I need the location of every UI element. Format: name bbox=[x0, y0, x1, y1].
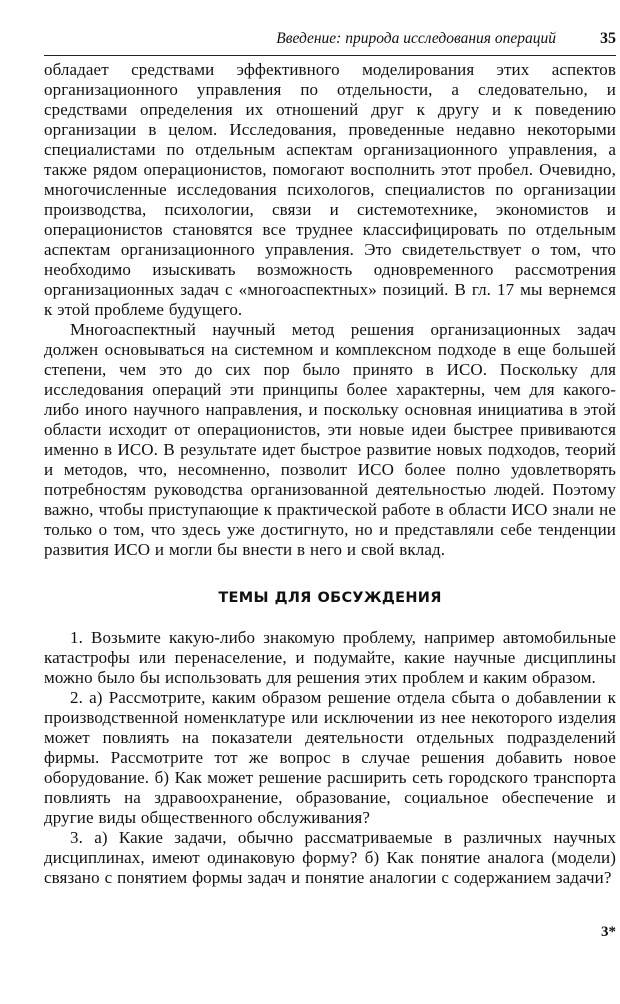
page-body bbox=[44, 60, 616, 888]
signature-mark: 3* bbox=[601, 924, 616, 940]
body-paragraph-2: Многоаспектный научный метод решения организационных задач должен основываться на системном и комплексном подходе в еще большей степени, чем это до сих пор было принято в ИСО. Поскольку для исследования операций эти принципы более характерны, чем для какого-либо иного научного направления, и поскольку основная инициатива в этой области исходит от операционистов, эти новые идеи быстрее прививаются именно в ИСО. В результате идет быстрое развитие новых подходов, теорий и методов, что, несомненно, позволит ИСО более полно удовлетворять потребностям руководства организованной деятельностью людей. Поэтому важно, чтобы приступающие к практической работе в области ИСО знали не только о том, что здесь уже достигнуто, но и представляли себе тенденции развития ИСО и могли бы внести в него и свой вклад. bbox=[44, 320, 616, 559]
discussion-item-3: 3. а) Какие задачи, обычно рассматриваемые в различных научных дисциплинах, имеют одинаковую форму? б) Как понятие аналога (модели) связано с понятием формы задач и понятие аналогии с содержанием задачи? bbox=[44, 828, 616, 887]
discussion-item-1: 1. Возьмите какую-либо знакомую проблему, например автомобильные катастрофы или перенаселение, и подумайте, какие научные дисциплины можно было бы использовать для решения этих проблем и каким образом. bbox=[44, 628, 616, 687]
discussion-heading: ТЕМЫ ДЛЯ ОБСУЖДЕНИЯ bbox=[218, 590, 442, 606]
running-header bbox=[44, 30, 616, 52]
body-paragraph-1: обладает средствами эффективного моделирования этих аспектов организационного управления по отдельности, а следовательно, и средствами определения их отношений друг к другу и к поведению организации в целом. Исследования, проведенные недавно некоторыми специалистами по отдельным аспектам организационного управления, а также рядом операционистов, помогают восполнить этот пробел. Очевидно, многочисленные исследования психологов, специалистов по организации производства, психологии, связи и системотехнике, экономистов и операционистов становятся все труднее классифицировать по отдельным аспектам организационного управления. Это свидетельствует о том, что необходимо изыскивать возможность одновременного рассмотрения организационных задач с «многоаспектных» позиций. В гл. 17 мы вернемся к этой проблеме будущего. bbox=[44, 60, 616, 319]
running-title: Введение: природа исследования операций bbox=[276, 30, 556, 47]
header-rule bbox=[44, 55, 616, 56]
page-number: 35 bbox=[600, 30, 616, 47]
discussion-item-2: 2. а) Рассмотрите, каким образом решение отдела сбыта о добавлении к производственной номенклатуре или исключении из нее некоторого изделия может повлиять на показатели деятельности отдельных подразделений фирмы. Рассмотрите тот же вопрос в случае решения добавить новое оборудование. б) Как может решение расширить сеть городского транспорта повлиять на здравоохранение, образование, социальное обеспечение и другие виды общественного обслуживания? bbox=[44, 688, 616, 827]
